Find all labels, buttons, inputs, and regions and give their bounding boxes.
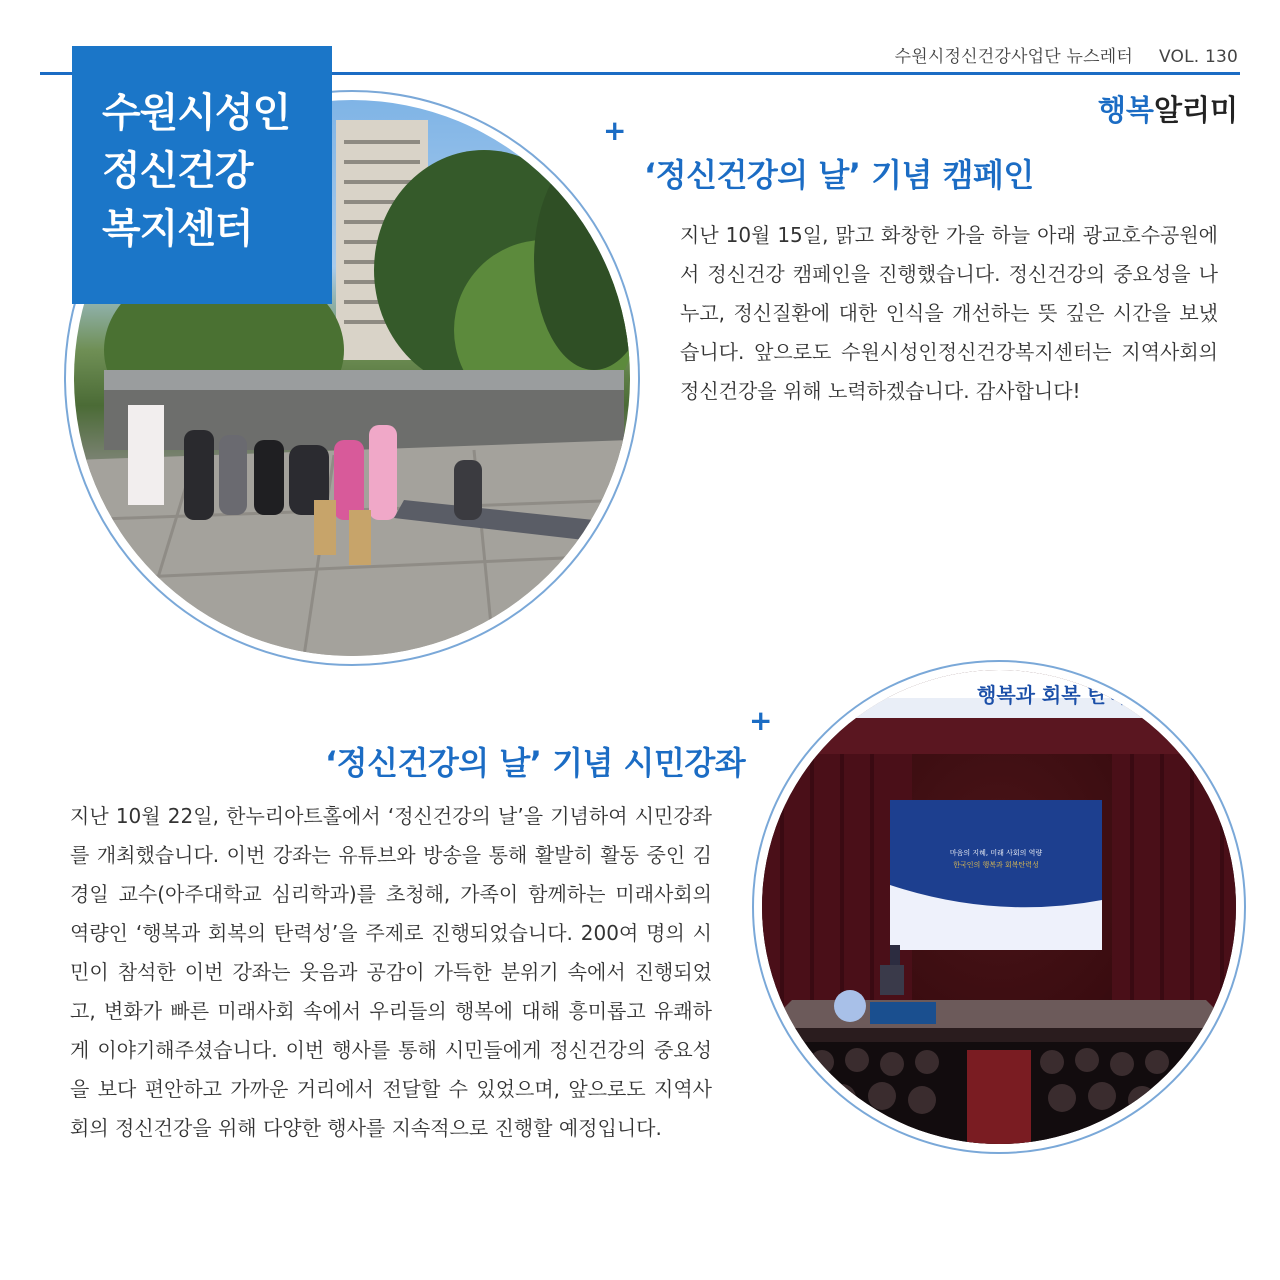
slide-line2: 한국인의 행복과 회복탄력성 <box>953 861 1039 869</box>
center-name-line3: 복지센터 <box>102 206 253 252</box>
section-tag-part1: 행복 <box>1097 93 1154 127</box>
section-tag <box>1098 88 1238 129</box>
volume-number: VOL. 130 <box>1158 47 1238 67</box>
center-name-box <box>72 46 332 304</box>
center-name-line2: 정신건강 <box>102 148 253 194</box>
center-name-line1: 수원시성인 <box>102 90 291 136</box>
article1-body: 지난 10월 15일, 맑고 화창한 가을 하늘 아래 광교호수공원에서 정신건강 캠페인을 진행했습니다. 정신건강의 중요성을 나누고, 정신질환에 대한 인식을 개선하는 뜻 깊은 시간을 보냈습니다. 앞으로도 수원시성인정신건강복지센터는 지역사회의 정신건강을 위해 노력하겠습니다. 감사합니다! <box>680 223 1218 403</box>
article1-title: ‘정신건강의 날’ 기념 캠페인 <box>644 156 1034 194</box>
lecture-photo <box>762 670 1236 1144</box>
article2-title: ‘정신건강의 날’ 기념 시민강좌 <box>325 744 746 782</box>
plus-icon: + <box>603 114 627 147</box>
newsletter-header <box>895 42 1238 67</box>
publisher-name: 수원시정신건강사업단 뉴스레터 <box>894 47 1133 67</box>
slide-line1: 마음의 지혜, 미래 사회의 역량 <box>949 849 1043 857</box>
article2-body: 지난 10월 22일, 한누리아트홀에서 ‘정신건강의 날’을 기념하여 시민강좌를 개최했습니다. 이번 강좌는 유튜브와 방송을 통해 활발히 활동 중인 김경일 교수(아주대학교 심리학과)를 초청해, 가족이 함께하는 미래사회의 역량인 ‘행복과 회복의 탄력성’을 주제로 진행되었습니다. 200여 명의 시민이 참석한 이번 강좌는 웃음과 공감이 가득한 분위기 속에서 진행되었고, 변화가 빠른 미래사회 속에서 우리들의 행복에 대해 흥미롭고 유쾌하게 이야기해주셨습니다. 이번 행사를 통해 시민들에게 정신건강의 중요성을 보다 편안하고 가까운 거리에서 전달할 수 있었으며, 앞으로도 지역사회의 정신건강을 위해 다양한 행사를 지속적으로 진행할 예정입니다. <box>70 804 712 1140</box>
section-tag-part2: 알리미 <box>1153 93 1238 127</box>
lecture-photo-scene <box>762 670 1236 1144</box>
lecture-banner-text: 행복과 회복 탄력성 <box>977 683 1146 707</box>
plus-icon: + <box>749 704 773 737</box>
